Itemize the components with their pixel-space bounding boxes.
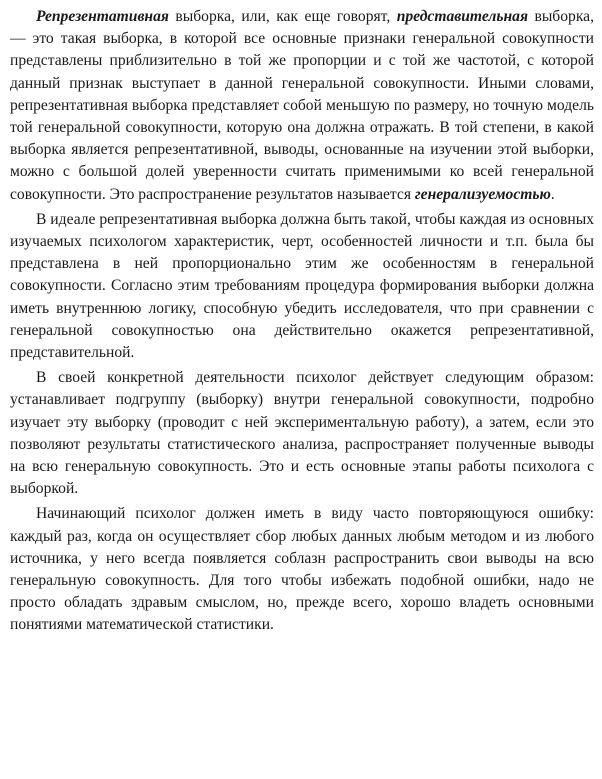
term-representational: представительная bbox=[396, 8, 528, 25]
paragraph-text: В своей конкретной деятельности психолог действует следующим образом: устанавливает подгруппу (выборку) внутри генеральной совокупности, подробно изучает эту выборку (проводит с ней экспериментальную работу), а затем, если это позволяют результаты статистического анализа, распространяет полученные выводы на всю генеральную совокупность. Это и есть основные этапы работы психолога с выборкой. bbox=[10, 369, 594, 498]
paragraph-psychologist-practice bbox=[10, 367, 594, 500]
paragraph-text: Начинающий психолог должен иметь в виду часто повторяющуюся ошибку: каждый раз, когда он осуществляет сбор любых данных любым методом и из любого источника, у него всегда появляется соблазн распространить свои выводы на всю генеральную совокупность. Для того чтобы избежать подобной ошибки, надо не просто обладать здравым смыслом, но, прежде всего, хорошо владеть основными понятиями математической статистики. bbox=[10, 505, 594, 634]
paragraph-text: В идеале репрезентативная выборка должна быть такой, чтобы каждая из основных изучаемых психологом характеристик, черт, особенностей личности и т.п. была бы представлена в ней пропорционально этим же особенностям в генеральной совокупности. Согласно этим требованиям процедура формирования выборки должна иметь внутреннюю логику, способную убедить исследователя, что при сравнении с генеральной совокупностью она действительно окажется репрезентативной, представительной. bbox=[10, 210, 594, 362]
paragraph-common-error bbox=[10, 503, 594, 636]
term-generalizability: генерализуемостью bbox=[414, 185, 551, 203]
paragraph-text: выборка, — это такая выборка, в которой все основные признаки генеральной совокупности представлены приблизительно в той же пропорции и с той же частотой, с которой данный признак выступает в данной генеральной совокупности. Иными словами, репрезентативная выборка представляет собой меньшую по размеру, но точную модель той генеральной совокупности, которую она должна отражать. В той степени, в какой выборка является репрезентативной, выводы, основанные на изучении этой выборки, можно с большой долей уверенности считать применимыми ко всей генеральной совокупности. Это распространение результатов называется bbox=[10, 8, 594, 203]
paragraph-text: выборка, или, как еще говорят, bbox=[168, 8, 397, 25]
term-representative: Репрезентативная bbox=[36, 8, 169, 25]
paragraph-text: . bbox=[550, 185, 555, 203]
paragraph-representative-sample bbox=[10, 6, 594, 206]
paragraph-ideal-sample bbox=[10, 209, 594, 364]
